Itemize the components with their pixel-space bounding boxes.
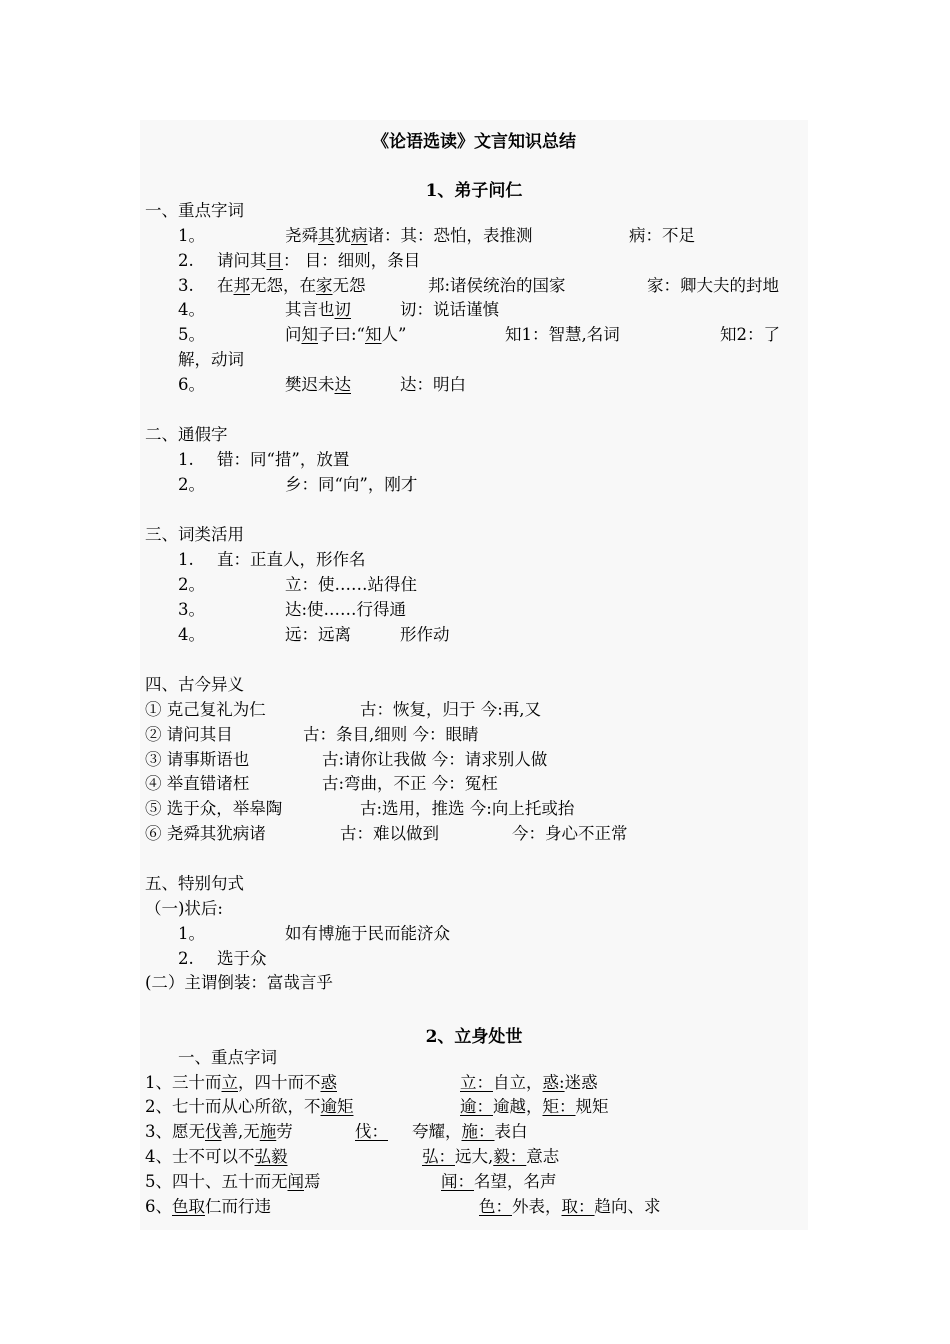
j2-text: 选于众 bbox=[217, 949, 267, 968]
k3-line: 在邦无怨，在家无怨 bbox=[217, 276, 366, 295]
k5-gloss-2: 知2：了 bbox=[720, 325, 780, 344]
k6-num: 6。 bbox=[178, 375, 205, 394]
g4-gloss: 古:弯曲，不正 今：冤枉 bbox=[322, 774, 498, 793]
k2-num: 2. bbox=[178, 251, 194, 270]
g2-gloss: 古：条目,细则 今：眼睛 bbox=[303, 725, 479, 744]
g1-example: ① 克己复礼为仁 bbox=[145, 700, 266, 719]
k3-gloss-1: 邦:诸侯统治的国家 bbox=[428, 276, 566, 295]
k6-line: 樊迟未达 bbox=[285, 375, 351, 394]
r6-line: 6、色取仁而行违 bbox=[145, 1197, 271, 1216]
r2-gloss: 逾：逾越，矩：规矩 bbox=[460, 1097, 609, 1116]
jushi-sub1: （一)状后: bbox=[145, 899, 223, 918]
k5-gloss-1: 知1：智慧,名词 bbox=[505, 325, 620, 344]
r5-line: 5、四十、五十而无闻焉 bbox=[145, 1172, 321, 1191]
r2-line: 2、七十而从心所欲，不逾矩 bbox=[145, 1097, 354, 1116]
k5-num: 5。 bbox=[178, 325, 205, 344]
section1-heading: 1、弟子问仁 bbox=[425, 181, 523, 201]
w3-text: 达:使……行得通 bbox=[285, 600, 407, 619]
k3-num: 3. bbox=[178, 276, 194, 295]
s2-keywords-heading: 一、重点字词 bbox=[178, 1048, 277, 1067]
w1-num: 1. bbox=[178, 550, 194, 569]
jushi-heading: 五、特别句式 bbox=[145, 874, 244, 893]
t2-num: 2。 bbox=[178, 475, 205, 494]
k4-line: 其言也讱 bbox=[285, 300, 351, 319]
g1-gloss: 古：恢复，归于 今:再,又 bbox=[360, 700, 542, 719]
section2-heading: 2、立身处世 bbox=[425, 1027, 523, 1047]
j2-num: 2. bbox=[178, 949, 194, 968]
r1-gloss: 立：自立，惑:迷惑 bbox=[460, 1073, 598, 1092]
t2-text: 乡：同“向”，刚才 bbox=[285, 475, 418, 494]
r5-gloss: 闻：名望，名声 bbox=[441, 1172, 557, 1191]
s1-keywords-heading: 一、重点字词 bbox=[145, 201, 244, 220]
t1-text: 错：同“措”，放置 bbox=[217, 450, 350, 469]
k5-line: 问知子曰:“知人” bbox=[285, 325, 407, 344]
t1-num: 1. bbox=[178, 450, 194, 469]
w2-num: 2。 bbox=[178, 575, 205, 594]
g2-example: ② 请问其目 bbox=[145, 725, 233, 744]
r4-line: 4、士不可以不弘毅 bbox=[145, 1147, 288, 1166]
k4-gloss: 讱：说话谨慎 bbox=[400, 300, 499, 319]
k1-num: 1。 bbox=[178, 226, 205, 245]
r3-gloss-1: 伐： bbox=[355, 1122, 388, 1141]
w2-text: 立：使……站得住 bbox=[285, 575, 417, 594]
r6-gloss: 色：外表，取：趋向、求 bbox=[479, 1197, 661, 1216]
r3-line: 3、愿无伐善,无施劳 bbox=[145, 1122, 293, 1141]
w4-note: 形作动 bbox=[400, 625, 450, 644]
g5-gloss: 古:选用，推选 今:向上托或抬 bbox=[360, 799, 575, 818]
j1-text: 如有博施于民而能济众 bbox=[285, 924, 450, 943]
gujin-heading: 四、古今异义 bbox=[145, 675, 244, 694]
k3-gloss-2: 家：卿大夫的封地 bbox=[647, 276, 779, 295]
k6-gloss: 达：明白 bbox=[400, 375, 466, 394]
g4-example: ④ 举直错诸枉 bbox=[145, 774, 250, 793]
j1-num: 1。 bbox=[178, 924, 205, 943]
w4-text: 远：远离 bbox=[285, 625, 351, 644]
k4-num: 4。 bbox=[178, 300, 205, 319]
document-title: 《论语选读》文言知识总结 bbox=[372, 132, 576, 152]
r4-gloss: 弘：远大,毅：意志 bbox=[422, 1147, 560, 1166]
g6-gloss-1: 古：难以做到 bbox=[340, 824, 439, 843]
k5-gloss-2-cont: 解，动词 bbox=[178, 350, 244, 369]
w1-text: 直：正直人，形作名 bbox=[217, 550, 366, 569]
g3-gloss: 古:请你让我做 今：请求别人做 bbox=[322, 750, 548, 769]
g6-example: ⑥ 尧舜其犹病诸 bbox=[145, 824, 266, 843]
k1-gloss-2: 病：不足 bbox=[629, 226, 695, 245]
tongjia-heading: 二、通假字 bbox=[145, 425, 228, 444]
r1-line: 1、三十而立，四十而不惑 bbox=[145, 1073, 337, 1092]
g3-example: ③ 请事斯语也 bbox=[145, 750, 250, 769]
jushi-sub2: (二）主谓倒装：富哉言乎 bbox=[145, 973, 333, 992]
k2-line: 请问其目： 目：细则，条目 bbox=[217, 251, 421, 270]
w3-num: 3。 bbox=[178, 600, 205, 619]
huoyong-heading: 三、词类活用 bbox=[145, 525, 244, 544]
k1-line: 尧舜其犹病诸：其：恐怕，表推测 bbox=[285, 226, 533, 245]
r3-gloss-2: 夸耀，施：表白 bbox=[412, 1122, 528, 1141]
w4-num: 4。 bbox=[178, 625, 205, 644]
g6-gloss-2: 今：身心不正常 bbox=[512, 824, 628, 843]
g5-example: ⑤ 选于众，举皋陶 bbox=[145, 799, 283, 818]
